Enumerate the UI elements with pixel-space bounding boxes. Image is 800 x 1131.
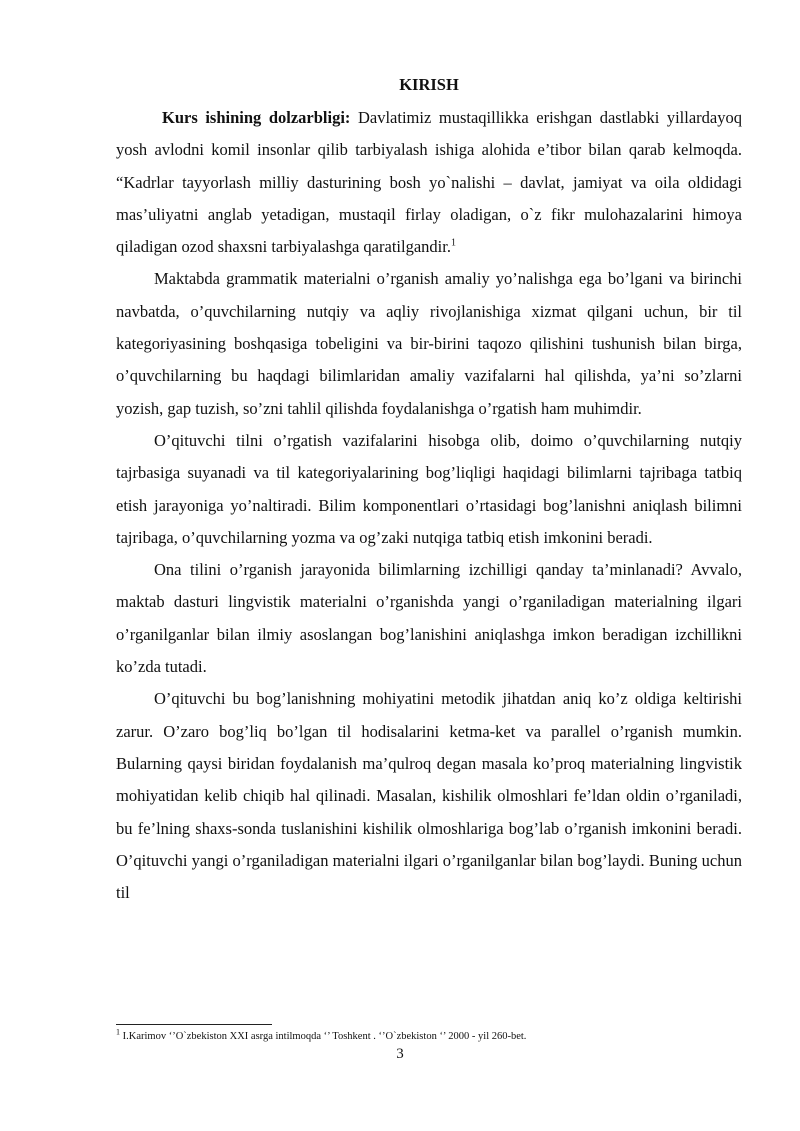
page-body <box>116 74 742 909</box>
paragraph-2: Maktabda grammatik materialni o’rganish amaliy yo’nalishga ega bo’lgani va birinchi navbatda, o’quvchilarning nutqiy va aqliy rivojlanishiga xizmat qilgani uchun, bir til kategoriyasining boshqasiga tobeligini va bir-birini taqozo qilishini tushunish bilan birga, o’quvchilarning bu haqdagi bilimlaridan amaliy vazifalarni hal qilishda, ya’ni so’zlarni yozish, gap tuzish, so’zni tahlil qilishda foydalanishga o’rgatish ham muhimdir. <box>116 269 742 418</box>
paragraph-5: O’qituvchi bu bog’lanishning mohiyatini metodik jihatdan aniq ko’z oldiga keltirishi zarur. O’zaro bog’liq bo’lgan til hodisalarini ketma-ket va parallel o’rganish mumkin. Bularning qaysi biridan foydalanish ma’qulroq degan masala ko’proq materialning lingvistik mohiyatidan kelib chiqib hal qilinadi. Masalan, kishilik olmoshlari fe’ldan oldin o’rganiladi, bu fe’lning shaxs-sonda tuslanishini kishilik olmoshlariga bog’lab o’rganish imkonini beradi. O’qituvchi yangi o’rganiladigan materialni ilgari o’rganilganlar bilan bog’laydi. Buning uchun til <box>116 689 742 903</box>
paragraph-lead: Kurs ishining dolzarbligi: <box>162 108 351 127</box>
footnote-text: I.Karimov ‘’O`zbekiston XXI asrga intilmoqda ‘’ Toshkent . ‘’O`zbekiston ‘’ 2000 - yil 260-bet. <box>120 1031 527 1042</box>
page-title: KIRISH <box>399 75 459 94</box>
paragraph-3: O’qituvchi tilni o’rgatish vazifalarini hisobga olib, doimo o’quvchilarning nutqiy tajrbasiga suyanadi va til kategoriyalarining bog’liqligi haqidagi bilimlarni tajribaga tatbiq etish jarayoniga yo’naltiradi. Bilim komponentlari o’rtasidagi bog’lanishni aniqlash bilimni tajribaga, o’quvchilarning yozma va og’zaki nutqiga tatbiq etish imkonini beradi. <box>116 430 742 547</box>
paragraph-4: Ona tilini o’rganish jarayonida bilimlarning izchilligi qanday ta’minlanadi? Avvalo, maktab dasturi lingvistik materialni o’rganishda yangi o’rganiladigan materialning ilgari o’rganilganlar bilan ilmiy asoslangan bog’lanishini aniqlashga imkon beradigan izchillikni ko’zda tutadi. <box>116 560 742 677</box>
paragraph-text: Davlatimiz mustaqillikka erishgan dastlabki yillardayoq yosh avlodni komil insonlar qilib tarbiyalash ishiga alohida e’tibor bilan qarab kelmoqda. “Kadrlar tayyorlash milliy dasturining bosh yo`nalishi – davlat, jamiyat va oila oldidagi mas’uliyatni anglab yetadigan, mustaqil firlay oladigan, o`z fikr mulohazalarini himoya qiladigan ozod shaxsni tarbiyalashga qaratilgandir. <box>116 108 742 257</box>
footnote-number: 1 <box>116 1027 120 1037</box>
paragraph-1 <box>116 102 742 263</box>
page-number: 3 <box>396 1046 404 1062</box>
footnote <box>116 1027 742 1044</box>
footnote-divider <box>116 1024 272 1025</box>
footnote-reference[interactable]: 1 <box>450 237 456 249</box>
